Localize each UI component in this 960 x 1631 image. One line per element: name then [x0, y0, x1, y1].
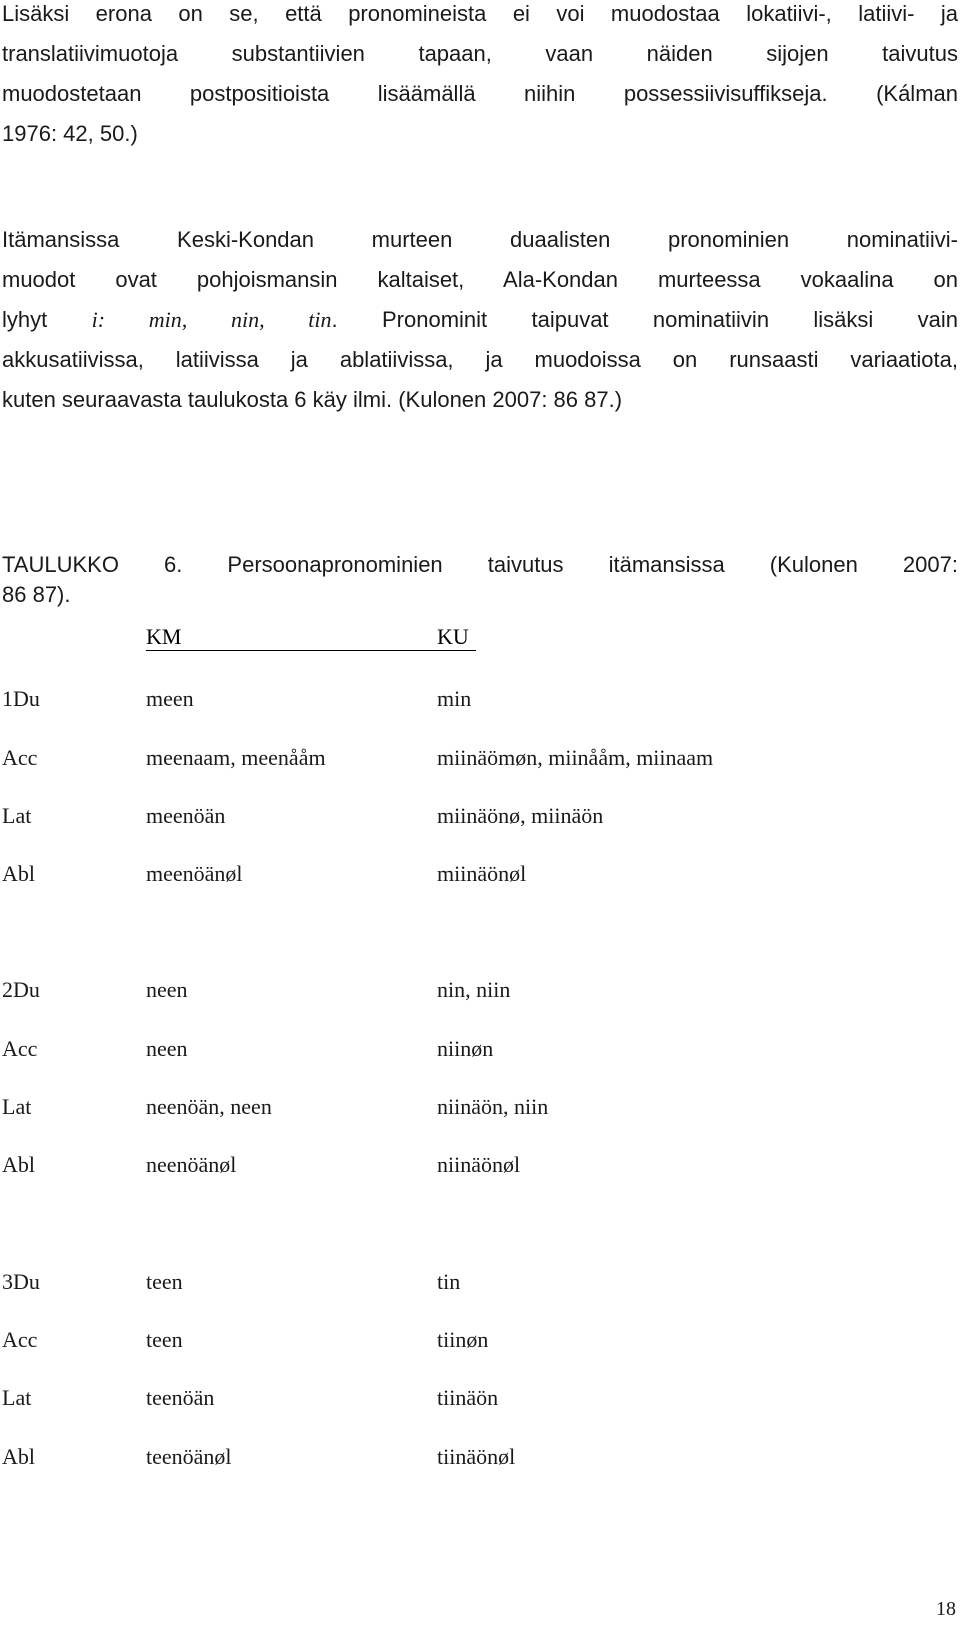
case-cell: Acc	[2, 745, 38, 770]
ku-cell: miinäönø, miinäön	[437, 803, 604, 828]
ku-cell: miinäönøl	[437, 861, 527, 886]
km-cell: neen	[146, 977, 188, 1002]
km-cell: meenöän	[146, 803, 226, 828]
km-cell: neenöänøl	[146, 1152, 237, 1177]
km-cell: teen	[146, 1269, 183, 1294]
table-row	[0, 1152, 960, 1182]
ku-cell: tiinäön	[437, 1385, 499, 1410]
case-cell: Abl	[2, 1152, 35, 1177]
km-cell: meenöänøl	[146, 861, 243, 886]
case-cell: 1Du	[2, 686, 40, 711]
case-cell: Lat	[2, 1385, 32, 1410]
table-row	[0, 1444, 960, 1474]
table-row	[0, 803, 960, 833]
km-cell: meen	[146, 686, 194, 711]
paragraph-line: akkusatiivissa, latiivissa ja ablatiivissa, ja muodoissa on runsaasti variaatiota,	[2, 347, 958, 372]
case-cell: 3Du	[2, 1269, 40, 1294]
ku-cell: tiinäönøl	[437, 1444, 516, 1469]
paragraph-line: Lisäksi erona on se, että pronomineista ei voi muodostaa lokatiivi-, latiivi- ja	[2, 1, 958, 26]
table-row	[0, 686, 960, 716]
table-row	[0, 1094, 960, 1124]
km-cell: teenöänøl	[146, 1444, 232, 1469]
header-underline	[146, 650, 476, 651]
table-row	[0, 1327, 960, 1357]
paragraph-dual-pronouns	[2, 220, 958, 420]
example-forms: i: min, nin, tin	[91, 307, 332, 332]
caption-line: 86 87).	[2, 582, 71, 607]
column-header-km: KM	[146, 624, 182, 649]
km-cell: teenöän	[146, 1385, 215, 1410]
paragraph-line: translatiivimuotoja substantiivien tapaan, vaan näiden sijojen taivutus	[2, 41, 958, 66]
km-cell: meenaam, meenååm	[146, 745, 326, 770]
ku-cell: min	[437, 686, 472, 711]
table-row	[0, 977, 960, 1007]
text-prefix: lyhyt	[2, 307, 92, 332]
table-row	[0, 861, 960, 891]
ku-cell: niinäönøl	[437, 1152, 521, 1177]
table-row	[0, 1036, 960, 1066]
caption-line: TAULUKKO 6. Persoonapronominien taivutus itämansissa (Kulonen 2007:	[2, 552, 958, 577]
case-cell: Lat	[2, 1094, 32, 1119]
ku-cell: nin, niin	[437, 977, 511, 1002]
km-cell: neen	[146, 1036, 188, 1061]
paragraph-line: muodot ovat pohjoismansin kaltaiset, Ala-Kondan murteessa vokaalina on	[2, 267, 958, 292]
ku-cell: tiinøn	[437, 1327, 489, 1352]
text-suffix: . Pronominit taipuvat nominatiivin lisäksi vain	[331, 307, 958, 332]
paragraph-line: 1976: 42, 50.)	[2, 121, 138, 146]
case-cell: Acc	[2, 1036, 38, 1061]
paragraph-line: muodostetaan postpositioista lisäämällä niihin possessiivisuffikseja. (Kálman	[2, 81, 958, 106]
case-cell: Acc	[2, 1327, 38, 1352]
paragraph-intro	[2, 0, 958, 154]
ku-cell: niinøn	[437, 1036, 494, 1061]
ku-cell: miinäömøn, miinååm, miinaam	[437, 745, 714, 770]
page-number: 18	[936, 1598, 956, 1620]
table-caption	[2, 550, 958, 610]
ku-cell: niinäön, niin	[437, 1094, 549, 1119]
paragraph-line: kuten seuraavasta taulukosta 6 käy ilmi. (Kulonen 2007: 86 87.)	[2, 387, 623, 412]
table-row	[0, 745, 960, 775]
km-cell: neenöän, neen	[146, 1094, 272, 1119]
case-cell: 2Du	[2, 977, 40, 1002]
case-cell: Abl	[2, 1444, 35, 1469]
paragraph-line-with-examples	[2, 300, 958, 340]
table-row	[0, 1269, 960, 1299]
table-row	[0, 1385, 960, 1415]
case-cell: Lat	[2, 803, 32, 828]
ku-cell: tin	[437, 1269, 461, 1294]
km-cell: teen	[146, 1327, 183, 1352]
paragraph-line: Itämansissa Keski-Kondan murteen duaalisten pronominien nominatiivi-	[2, 227, 958, 252]
case-cell: Abl	[2, 861, 35, 886]
column-header-ku: KU	[437, 624, 469, 649]
